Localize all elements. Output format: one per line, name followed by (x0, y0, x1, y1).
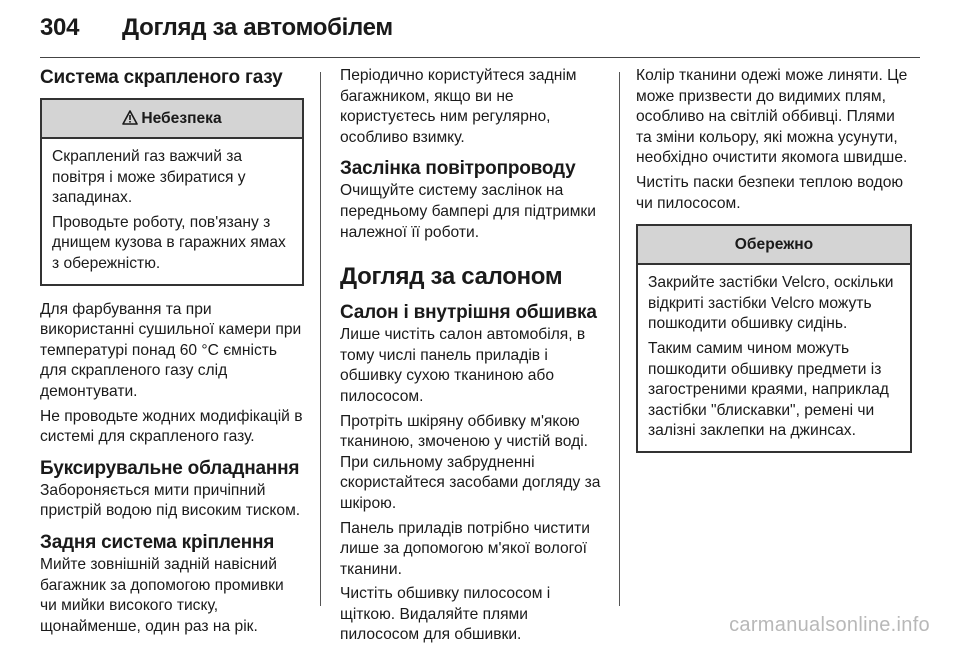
paragraph: Протріть шкіряну оббивку м'якою тканиною, змоченою у чистій воді. При сильному забрудненні скористайтеся засобами догляду за шкірою. (340, 412, 601, 512)
paragraph: Лише чистіть салон автомобіля, в тому числі панель приладів і обшивку сухою тканиною або пилососом. (340, 326, 586, 405)
warning-text-1: Скраплений газ важчий за повітря і може збиратися у западинах. (52, 148, 246, 207)
watermark: carmanualsonline.info (729, 614, 930, 636)
warning-box-body (42, 139, 302, 284)
paragraph: Колір тканини одежі може линяти. Це може призвести до видимих плям, особливо на світлій оббивці. Плями та зміни кольору, які можна усунути, необхідно очистити якомога швидше. (636, 67, 908, 167)
caution-text-1: Закрийте застібки Velcro, оскільки відкриті застібки Velcro можуть пошкодити обшивку сидінь. (648, 274, 894, 333)
page-number: 304 (40, 14, 80, 41)
section-heading-interior: Салон і внутрішня обшивка (340, 302, 597, 324)
paragraph: Чистіть обшивку пилососом і щіткою. Видаляйте плями пилососом для обшивки. (340, 585, 551, 644)
column-3 (636, 66, 912, 453)
warning-triangle-icon (122, 110, 138, 125)
chapter-heading-interior-care: Догляд за салоном (340, 263, 563, 291)
paragraph: Забороняється мити причіпний пристрій водою під високим тиском. (40, 481, 301, 520)
caution-box (636, 224, 912, 453)
paragraph: Чистіть паски безпеки теплою водою чи пилососом. (636, 173, 904, 212)
section-heading-air-flap: Заслінка повітропроводу (340, 158, 576, 180)
spacer (40, 286, 304, 296)
column-1 (40, 66, 304, 637)
warning-text-2: Проводьте роботу, пов'язану з днищем кузова в гаражних ямах з обережністю. (52, 213, 286, 272)
column-2 (340, 66, 608, 646)
page-header (40, 14, 393, 42)
caution-text-2: Таким самим чином можуть пошкодити обшивку предмети із загостреними краями, наприклад застібки "блискавки", ремені чи залізні заклепки на джинсах. (648, 339, 889, 440)
page-title: Догляд за автомобілем (122, 14, 393, 41)
caution-box-body (638, 265, 910, 451)
paragraph: Для фарбування та при використанні сушильної камери при температурі понад 60 °C ємність для скрапленого газу слід демонтувати. (40, 300, 302, 400)
paragraph: Очищуйте систему заслінок на передньому бампері для підтримки належної її роботи. (340, 182, 596, 241)
paragraph: Не проводьте жодних модифікацій в системі для скрапленого газу. (40, 407, 303, 446)
caution-title: Обережно (734, 236, 814, 254)
header-rule (40, 57, 920, 58)
paragraph: Панель приладів потрібно чистити лише за допомогою м'якої вологої тканини. (340, 519, 590, 578)
section-heading-towing: Буксирувальне обладнання (40, 457, 300, 479)
warning-box (40, 98, 304, 286)
caution-box-header (638, 226, 910, 265)
paragraph: Мийте зовнішній задній навісний багажник за допомогою промивки чи мийки високого тиску, щонайменше, один раз на рік. (40, 555, 284, 635)
column-divider (320, 72, 321, 606)
paragraph: Періодично користуйтеся заднім багажником, якщо ви не користуєтесь ним регулярно, особливо взимку. (340, 67, 577, 146)
section-heading-lpg: Система скрапленого газу (40, 67, 283, 88)
column-divider (619, 72, 620, 606)
warning-title: Небезпека (141, 110, 222, 127)
section-heading-rear-carrier: Задня система кріплення (40, 531, 275, 553)
warning-box-header (42, 100, 302, 139)
